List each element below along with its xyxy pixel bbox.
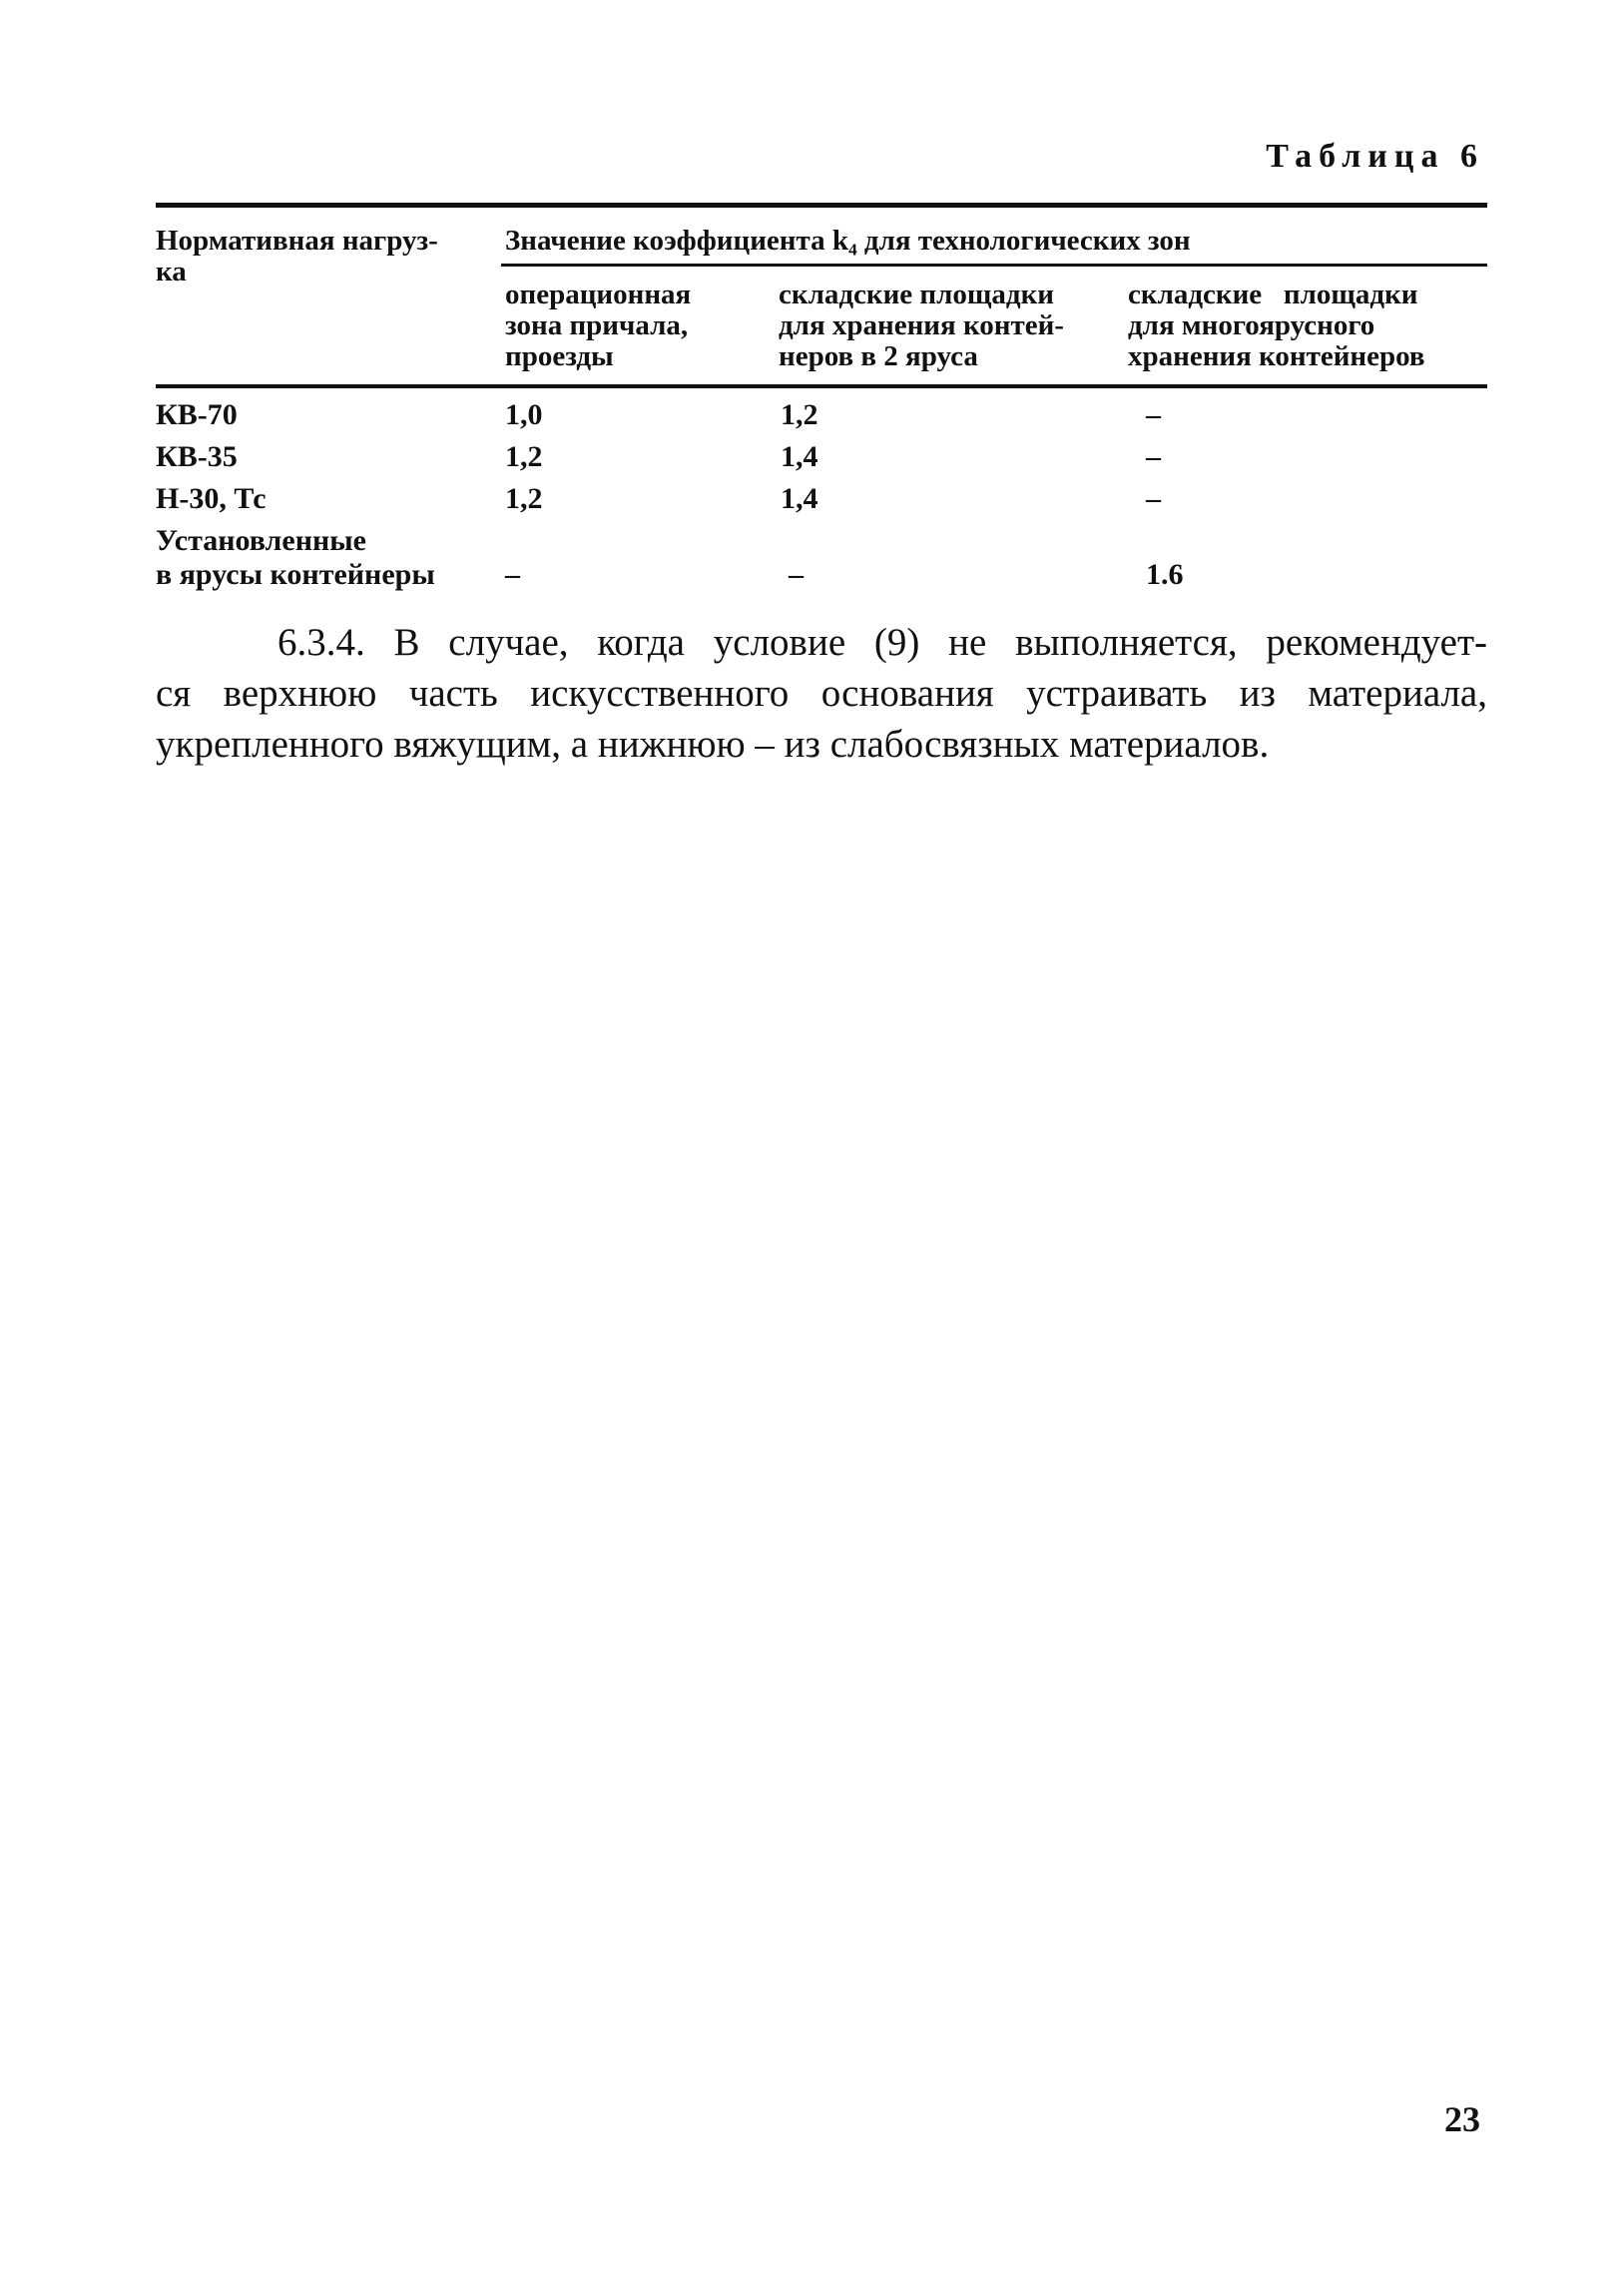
header-zone-two-tier: складские площадки для хранения контей- неров в 2 яруса	[779, 279, 1064, 372]
header-load-type: Нормативная нагруз- ка	[156, 225, 438, 287]
paragraph-line: 6.3.4. В случае, когда условие (9) не выполняется, рекомендует-	[277, 621, 1487, 664]
table-top-rule	[156, 203, 1487, 208]
table-caption: Таблица 6	[1266, 138, 1484, 175]
table-header-bottom-rule	[156, 384, 1487, 388]
cell-containers-operational: –	[505, 558, 520, 591]
row-label-containers-line2: в ярусы контейнеры	[156, 558, 435, 591]
cell-kv35-operational: 1,2	[505, 440, 543, 473]
cell-n30-multi-tier: –	[1146, 482, 1161, 515]
cell-n30-two-tier: 1,4	[781, 482, 818, 515]
paragraph-line: ся верхнюю часть искусственного основания устраивать из материала,	[156, 672, 1487, 715]
paragraph-line: укрепленного вяжущим, а нижнюю – из слабосвязных материалов.	[156, 723, 1270, 766]
table-header-divider	[501, 264, 1487, 267]
cell-kv35-two-tier: 1,4	[781, 440, 818, 473]
header-coefficient: Значение коэффициента k₄ для технологических зон	[505, 225, 1191, 257]
paragraph-6-3-4	[156, 617, 1487, 770]
row-label-kv35: КВ-35	[156, 440, 238, 473]
cell-kv70-multi-tier: –	[1146, 398, 1161, 431]
header-zone-multi-tier: складские площадки для многоярусного хранения контейнеров	[1128, 279, 1425, 372]
cell-kv70-operational: 1,0	[505, 398, 543, 431]
page-number: 23	[1444, 2099, 1480, 2139]
cell-n30-operational: 1,2	[505, 482, 543, 515]
header-zone-operational: операционная зона причала, проезды	[505, 279, 692, 372]
cell-kv70-two-tier: 1,2	[781, 398, 818, 431]
row-label-containers-line1: Установленные	[156, 524, 366, 557]
cell-kv35-multi-tier: –	[1146, 440, 1161, 473]
row-label-n30-tc: Н-30, Тс	[156, 482, 267, 515]
cell-containers-two-tier: –	[789, 558, 804, 591]
row-label-kv70: КВ-70	[156, 398, 238, 431]
cell-containers-multi-tier: 1.6	[1146, 558, 1184, 591]
